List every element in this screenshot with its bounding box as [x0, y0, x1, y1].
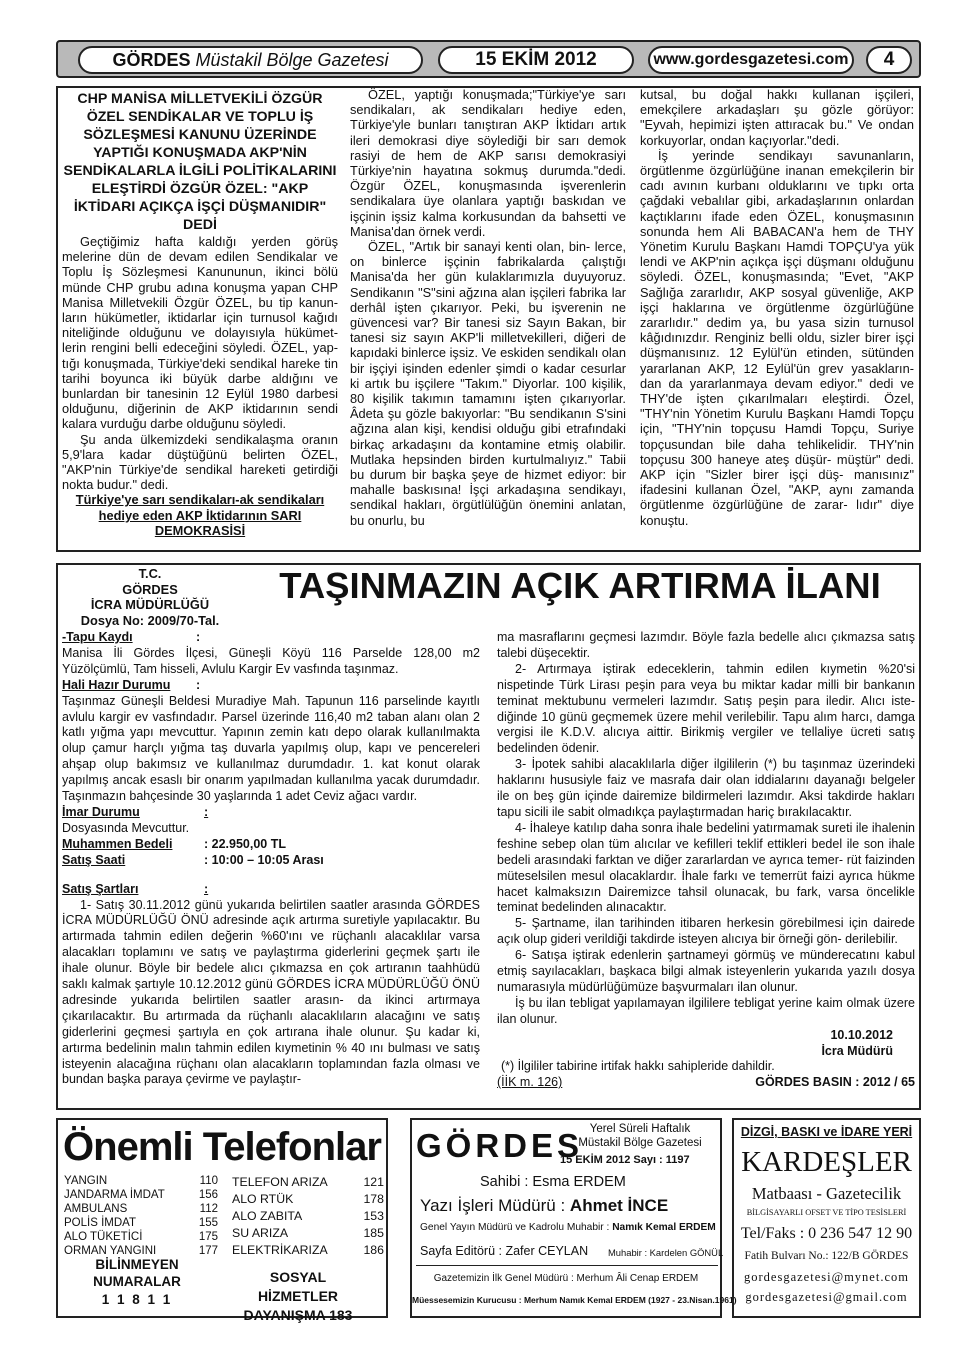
court-office	[62, 566, 238, 628]
masthead-name: GÖRDES	[416, 1127, 584, 1164]
phone-name: TELEFON ARIZA	[232, 1175, 328, 1189]
editor-name: Ahmet İNCE	[569, 1196, 669, 1215]
phone-name: ELEKTRİKARIZA	[232, 1243, 328, 1257]
printer-email-1[interactable]: gordesgazetesi@mynet.com	[744, 1270, 909, 1284]
page-number: 4	[866, 46, 912, 74]
notice-item: 3- İpotek sahibi alacaklılarla diğer ilgililerin (*) bu taşınmaz üzerindeki haklarını hususiyle faiz ve masrafa dair olan iddialarını dayanağı belgeler ile on beş gün içinde dairemize bildirmeleri lazımdır. Aksi takdirde hakları tapu sicili ile sabit olmadıkça paylaştırmadan hariç bırakılacaktır.	[497, 757, 915, 819]
article-paragraph: ÖZEL, "Artık bir sanayi kenti olan, bin- lerce, on binlerce işçinin fabrikalarda çalıştığı Manisa'da her gün kulaklarımızla duyuyoruz. Sendikanın "S"sini ağzına alan işçileri fabrika lar derhâl işten çıkarıyor. Peki, bu işverenin ne güvencesi var? Bir tanesi siz Sayın Bakan, bir tanesi siz sayın AKP'li milletvekilleri, diğeri de kapıdaki binlerce işsiz. Ve eskiden sendikalı olan bir işçiyi işinden edenler şimdi o kadar cesurlar ki artık bu işçilere "Takım." Diyorlar. 100 kişilik, 80 kişilik takımın tamamını işten çıkarıyorlar. Âdeta şu gözle bakıyorlar: "Bu sendikanın S'sini ağzına alan kişi, kendisi olduğu gibi etrafındaki birkaç arkadaşını da kontamine etmiş olabilir. Mutlaka hepsinden birden kurtulmalıyız." Tabii bu durum bir başka şeye de hizmet ediyor: bir mahalle baskısına! İşçi arkadaşına sendikayı, sendikal hakları, örgütlülüğün önemini anlatan, bu onurlu, bu	[350, 239, 627, 528]
issue-date: 15 EKİM 2012	[438, 46, 634, 74]
masthead-box	[410, 1118, 737, 1318]
article-paragraph: Geçtiğimiz hafta kaldığı yerden görüş melerine dün de devam edilen Sendikalar ve Toplu İş Sözleşmesi Kanununun, ikinci bölü münde CHP grubu adına konuşma yapan CHP Manisa Milletvekili Özgür ÖZEL, bu tip kanun- ların hükümetler, iktidarlar için turnusol kağıdı niteliğinde olduğunu ve dolayısıyla hükümet- lerin rengini belli edeceğini söyledi. ÖZEL, yap- tığı konuşmada, Türkiye'deki sendikal hareke tin tarihi boyunca iki büyük darbe aldığını ve bunlardan bir tanesinin 12 Eylül 1980 darbesi olduğunu, diğerinin de AKP iktidarının sendi kalara vurduğu darbe olduğunu söyledi.	[62, 234, 338, 432]
phone-number[interactable]: 185	[363, 1226, 384, 1240]
tapu-text: Manisa İli Gördes İlçesi, Güneşli Köyü 116 Parselde 128,00 m2 Yüzölçümlü, Tam hisseli, Avlulu Kargir Ev vasfında taşınmaz.	[62, 645, 480, 676]
masthead-founder: Müessesemizin Kurucusu : Merhum Namık Kemal ERDEM (1927 - 23.Nisan.1961)	[412, 1295, 737, 1305]
notice-item: ma masraflarını geçmesi lazımdır. Böyle fazla bedelle alıcı çıkmazsa satış talebi düşecektir.	[497, 630, 915, 660]
article-headline: CHP MANİSA MİLLETVEKİLİ ÖZGÜR ÖZEL SENDİKALAR VE TOPLU İŞ SÖZLEŞMESİ KANUNU ÜZERİNDE YAPTIĞI KONUŞMADA AKP'NİN SENDİKALARLA İLGİLİ POLİTİKALARINI ELEŞTİRDİ ÖZGÜR ÖZEL: "AKP İKTİDARI AÇIKÇA İŞÇİ DÜŞMANIDIR" DEDİ	[63, 91, 337, 233]
sign-title: İcra Müdürü	[821, 1043, 893, 1058]
masthead-page-editor: Sayfa Editörü : Zafer CEYLAN	[420, 1244, 589, 1258]
phone-number[interactable]: 177	[198, 1244, 218, 1257]
phone-name: ALO TÜKETİCİ	[64, 1230, 143, 1243]
phone-number[interactable]: 178	[363, 1192, 384, 1206]
printer-address: Fatih Bulvarı No.: 122/B GÖRDES	[744, 1250, 909, 1262]
office-line: T.C.	[138, 566, 162, 581]
website-link[interactable]: www.gordesgazetesi.com	[648, 46, 854, 74]
office-line: GÖRDES	[122, 581, 178, 597]
phone-number[interactable]: 112	[199, 1202, 218, 1215]
imar-text: Dosyasında Mevcuttur.	[62, 820, 190, 835]
page-header	[56, 40, 921, 78]
hal-text: Taşınmaz Güneşli Beldesi Muradiye Mah. Tapunun 116 parselinde kayıtlı avlulu kargir ev vasfındadır. Parsel üzerinde 116,40 m2 taban alanı olan 2 katlı yığma yapı mevcuttur. Yapının zemin katı depo olarak kullanılmakta olup çamur harçlı yığma taş duvarla yapılmış olup, kapı ve pencereleri ahşap olup bakımsız ve kullanılmaz durumdadır. 1. kat konut olarak yapılmış ancak esaslı bir onarım yapılmadan kullanılma yacak durumdadır. Taşınmazın bahçesinde 30 yaşlarında 1 adet Ceviz ağacı vardır.	[62, 693, 480, 804]
footnote: (*) İlgililer tabirine irtifak hakkı sahipleride dahildir.	[501, 1059, 775, 1074]
phone-row	[232, 1225, 384, 1242]
article-paragraph: Şu anda ülkemizdeki sendikalaşma oranın 5,9'lara kadar düştüğünü belirten ÖZEL, "AKP'nin Türkiye'de sendikal hareketi getirdiği nokta budur." dedi.	[62, 431, 338, 493]
phone-number[interactable]: 155	[198, 1216, 218, 1229]
phone-number[interactable]: 186	[363, 1243, 384, 1257]
notice-title: TAŞINMAZIN AÇIK ARTIRMA İLANI	[279, 565, 881, 606]
imar-label: İmar Durumu	[62, 804, 140, 819]
paper-title-pill	[78, 46, 423, 74]
notice-item: 6- Satışa iştirak edenlerin şartnameyi görmüş ve münderecatını kabul etmiş sayılacakları, başkaca bilgi almak isteyenlerin yukarıda yazılı dosya numarasıyla müdürlüğümüze başvurmaları ilan olunur.	[497, 948, 915, 994]
phone-row	[232, 1191, 384, 1208]
gm-label: Genel Yayın Müdürü ve Kadrolu Muhabir :	[420, 1222, 610, 1233]
masthead-gm	[420, 1222, 716, 1233]
bedel-label: Muhammen Bedeli	[62, 836, 173, 851]
colon: :	[196, 677, 201, 692]
phone-number[interactable]: 153	[363, 1209, 384, 1223]
sart-label: Satış Şartları	[62, 881, 139, 896]
notice-column-right	[497, 630, 915, 1091]
law-reference: (İİK m. 126)	[497, 1075, 563, 1090]
paper-subtitle: Müstakil Bölge Gazetesi	[195, 49, 389, 70]
phone-name: ALO RTÜK	[232, 1192, 294, 1206]
masthead-editor	[420, 1196, 668, 1216]
tagline-2: Müstakil Bölge Gazetesi	[578, 1137, 702, 1149]
article-subheading: Türkiye'ye sarı sendikaları-ak sendikaları hediye eden AKP İktidarının SARI DEMOKRASİSİ	[75, 492, 325, 538]
masthead-first-gm: Gazetemizin İlk Genel Müdürü : Merhum Âli Cenap ERDEM	[433, 1273, 699, 1284]
notice-column-left	[62, 630, 480, 1088]
phones-box	[56, 1118, 388, 1323]
phones-right-list	[232, 1174, 384, 1259]
phone-row	[64, 1217, 218, 1231]
article-paragraph: kutsal, bu doğal hakkı kullanan işçileri, emekçilere arkadaşları şu gözle görüyor: "Eyvah, hepimizi işten attıracak bu." Ve ondan korkuyorlar, ondan kaçıyorlar."dedi.	[640, 87, 914, 148]
phones-title: Önemli Telefonlar	[63, 1125, 381, 1169]
article-column-3	[640, 87, 914, 528]
printer-sub2: BİLGİSAYARLI OFSET VE TİPO TESİSLERİ	[746, 1208, 907, 1217]
tapu-label: -Tapu Kaydı	[62, 630, 133, 644]
notice-item: 2- Artırmaya iştirak edeceklerin, tahmin edilen kıymetin %20'si nispetinde Türk Lirası peşin para veya bu miktar kadar milli bir bankanın teminat mektubunu vermeleri lazımdır. Satış peşin para iledir. Alıcı iste- diğinde 10 günü geçmemek üzere mehil verilebilir. Tapu alım harcı, damga vergisi ile K.D.V. alıcıya aittir. Birikmiş vergiler ve tellaliye ücreti satış bedelinden ödenir.	[497, 661, 915, 756]
printer-sub: Matbaası - Gazetecilik	[751, 1184, 902, 1203]
phone-row	[64, 1175, 218, 1189]
file-number: Dosya No: 2009/70-Tal.	[80, 612, 220, 628]
phone-number[interactable]: 156	[198, 1188, 218, 1201]
masthead-date-issue: 15 EKİM 2012 Sayı : 1197	[560, 1154, 690, 1166]
notice-item: İş bu ilan tebligat yapılamayan ilgililere tebligat yerine kaim olmak üzere ilan olunur.	[497, 995, 915, 1026]
article-paragraph: İş yerinde sendikayı savunanların, örgütlenme özgürlüğüne inanan emekçilerin bir cadı avının kurbanı olduklarını ve tıpkı orta çağdaki vebalılar gibi, arkadaşlarının onlardan kaçtıklarını ifade eden ÖZEL, konuşmasının sonunda hem Ali BABACAN'a hem de THY Yönetim Kurulu Başkanı Hamdi TOPÇU'ya yük lendi ve AKP'nin açıkça işçi düşmanı olduğunu söyledi. ÖZEL, konuşmasında; "Evet, "AKP Sağlığa zararlıdır, AKP sosyal güvenliğe, AKP işçi haklarına ve örgütlenme özgürlüğüne zararlıdır." dedim ya, bu yasa sizin turnusol kâğıdınızdır. Renginiz belli oldu, sizler birer işçi düşmanısınız. 12 Eylül'ün etinden, sütünden yararlanan AKP, 12 Eylül'ün grev yasakların- dan da yararlanmaya devam ediyor." dedi ve THY'de işten çıkarılmaları eleştirdi. Özel, "THY'nin Yönetim Kurulu Başkanı Hamdi Topçu için, "THY'nin topçusu Hamdi Topçu, Suriye topçusundan bile daha tehlikelidir. THY'nin topçusu 300 haneye ateş düşür- müştür" dedi. AKP için "Sizler birer işçi düş- manısınız" ifadesini kullanan Özel, "AKP, aynı zamanda örgütlenme özgürlüğüne de zarar- lıdır" diye konuştu.	[640, 147, 914, 528]
unknown-numbers-title: BİLİNMEYEN NUMARALAR	[93, 1257, 181, 1289]
gm-name: Namık Kemal ERDEM	[612, 1222, 716, 1233]
masthead-divider	[416, 1265, 718, 1266]
unknown-numbers-value[interactable]: 1 1 8 1 1	[101, 1292, 173, 1307]
printer-box	[732, 1118, 921, 1318]
phone-row	[64, 1203, 218, 1217]
notice-item: 5- Şartname, ilan tarihinden itibaren herkesin görebilmesi için dairede açık olup gideri verildiği takdirde isteyen alıcıya bir örneği gön- derilebilir.	[497, 916, 915, 947]
notice-item: 1- Satış 30.11.2012 günü yukarıda belirtilen saatler arasında GÖRDES İCRA MÜDÜRLÜĞÜ ÖNÜ adresinde açık artırma suretiyle yapılacaktır. Bu artırmada tahmin edilen değerin %60'ını ve rüçhanlı alacaklılar varsa alacakları toplamını ve satış ve paylaştırma giderlerini geçmek şartı ile ihale olunur. Böyle bir bedele alıcı çıkmazsa en çok artıranın taahhüdü saklı kalmak şartıyle 10.12.2012 günü GÖRDES İCRA MÜDÜRLÜĞÜ ÖNÜ adresinde yukarıda belirtilen saatler arasın- da ikinci artırmaya çıkarılacaktır. Bu artırmada da rüçhanlı alacaklıların alacağını ve satış giderlerini geçmesi şartıyla en çok artırana ihale olunur. Şu kadar ki, artırma bedelinin malın tahmin edilen kıymetinin % 40 ını bulması ve satış isteyenin alacağına rüçhanı olan alacakların toplamından fazla olması ve bundan başka paraya çevirme ve paylaştır-	[62, 897, 480, 1087]
article-column-1	[62, 90, 338, 538]
phone-row	[232, 1242, 384, 1259]
printer-tel[interactable]: Tel/Faks : 0 236 547 12 90	[740, 1225, 913, 1242]
phone-name: JANDARMA İMDAT	[64, 1188, 165, 1201]
phone-name: AMBULANS	[64, 1202, 128, 1215]
saat-value: : 10:00 – 10:05 Arası	[204, 852, 324, 867]
phone-name: ALO ZABITA	[232, 1209, 303, 1223]
phones-left-list	[64, 1175, 218, 1258]
paper-name: GÖRDES	[112, 49, 191, 70]
office-line: İCRA MÜDÜRLÜĞÜ	[90, 597, 210, 612]
article-column-2	[350, 87, 626, 528]
editor-label: Yazı İşleri Müdürü :	[420, 1196, 566, 1215]
masthead-tagline	[560, 1122, 720, 1150]
sign-date: 10.10.2012	[830, 1027, 893, 1042]
social-services: SOSYAL HİZMETLER DAYANIŞMA 183	[243, 1269, 353, 1323]
masthead-reporter: Muhabir : Kardelen GÖNÜL	[608, 1247, 724, 1258]
notice-item: 4- İhaleye katılıp daha sonra ihale bedelini yatırmamak sureti ile ihalenin feshine sebep olan tüm alıcılar ve kefilleri teklif ettikleri bedel ile son ihale bedeli arasındaki farktan ve diğer zararlardan ve ayrıca temer- rüt faizinden müteselsilen mesul olacaklardır. İhale farkı ve temerrüt faizi ayrıca hükme hacet kalmaksızın Dairemizce tahsil olunacak, bu fark, varsa öncelikle teminat bedelinden alınacaktır.	[497, 820, 915, 915]
phone-name: ORMAN YANGINI	[64, 1244, 157, 1257]
printer-email-2[interactable]: gordesgazetesi@gmail.com	[745, 1290, 908, 1304]
phone-name: YANGIN	[64, 1175, 108, 1187]
phone-row	[232, 1174, 384, 1191]
press-code: GÖRDES BASIN : 2012 / 65	[755, 1075, 915, 1090]
phone-row	[64, 1189, 218, 1203]
colon: :	[204, 881, 209, 896]
saat-label: Satış Saati	[62, 852, 126, 867]
printer-name: KARDEŞLER	[741, 1146, 912, 1178]
bedel-value: : 22.950,00 TL	[204, 836, 286, 851]
masthead-owner: Sahibi : Esma ERDEM	[480, 1174, 626, 1190]
colon: :	[204, 804, 209, 819]
phone-row	[64, 1231, 218, 1245]
phone-name: POLİS İMDAT	[64, 1216, 136, 1229]
article-paragraph: ÖZEL, yaptığı konuşmada;"Türkiye'ye sarı sendikaları, ak sendikaları hediye eden, Türkiye'yle bunları tanıştıran AKP İktidarı artık ileri demokrasi diye söylediği bir sarı demok rasiyi de hem de AKP sarısı demokrasiyi Türkiye'nin hayatına sokmuş durumda."dedi. Özgür ÖZEL, konuşmasında işverenlerin sendikalara üye olanlara yaptığı baskıdan ve işçinin işsiz kalma korkusundan da bahsetti ve Manisa'dan örnek verdi.	[350, 87, 626, 239]
phone-number[interactable]: 110	[199, 1175, 218, 1187]
phone-name: SU ARIZA	[232, 1226, 289, 1240]
hal-label: Hali Hazır Durumu	[62, 677, 171, 692]
colon: :	[196, 630, 201, 644]
printer-heading: DİZGİ, BASKI ve İDARE YERİ	[740, 1125, 913, 1139]
phone-row	[232, 1208, 384, 1225]
tagline-1: Yerel Süreli Haftalık	[589, 1123, 691, 1135]
phone-number[interactable]: 121	[363, 1175, 384, 1189]
phone-number[interactable]: 175	[198, 1230, 218, 1243]
